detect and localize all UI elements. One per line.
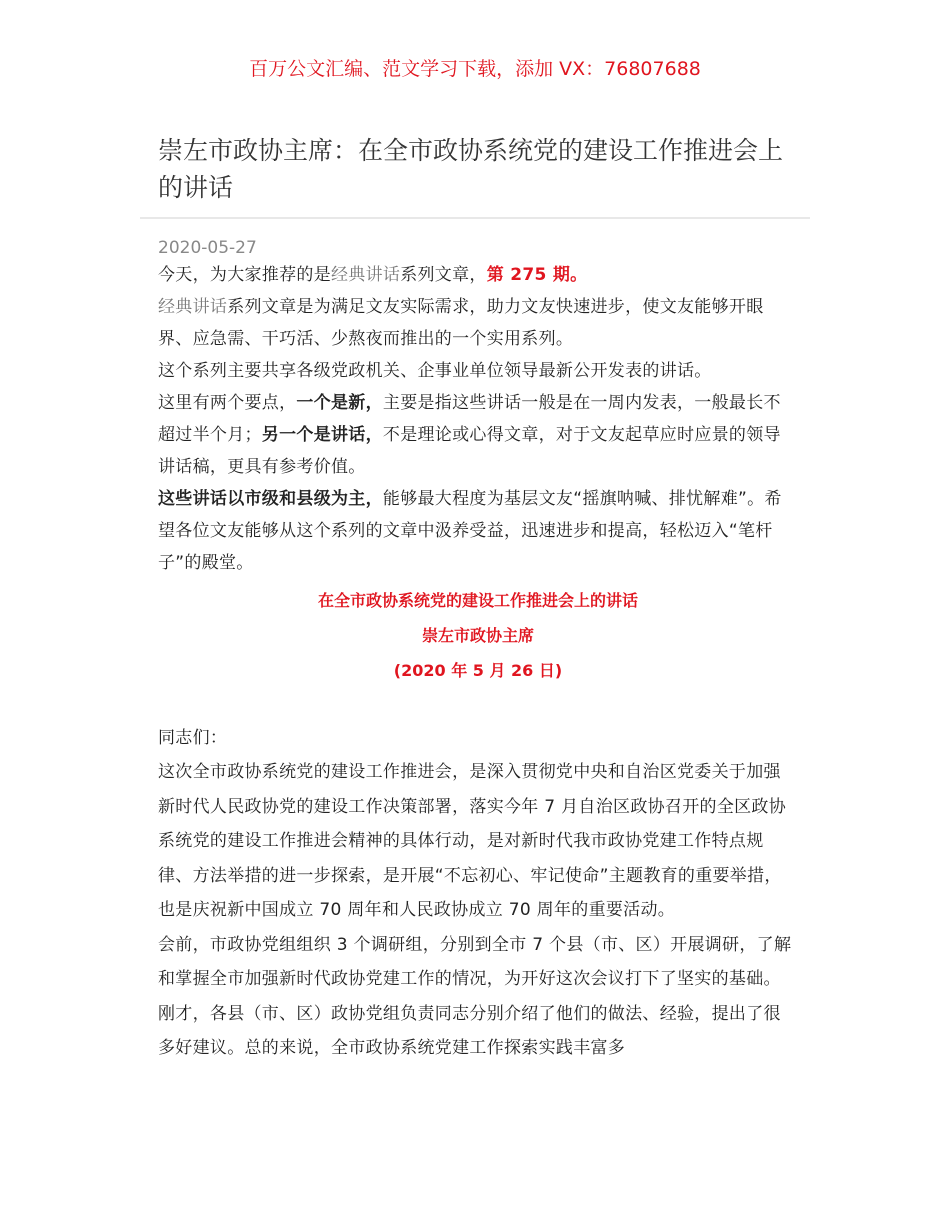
issue-number: 第 275 期。 — [486, 265, 588, 285]
intro-paragraph-4 — [158, 387, 798, 483]
article-body — [140, 237, 810, 1066]
intro-paragraph-2 — [158, 291, 798, 355]
series-name: 经典讲话 — [158, 297, 228, 317]
emphasis-text: 这些讲话以市级和县级为主， — [158, 489, 383, 509]
speech-speaker: 崇左市政协主席 — [421, 626, 534, 645]
article — [140, 132, 810, 1066]
intro-text: 不是理论或心得文章，对于文友起草应时应景的领导讲话稿，更具有参考价值。 — [158, 425, 781, 477]
publish-date: 2020-05-27 — [158, 238, 257, 258]
series-name: 经典讲话 — [331, 265, 401, 285]
intro-paragraph-5 — [158, 483, 798, 579]
speech-date: (2020 年 5 月 26 日) — [393, 661, 563, 680]
key-point-1: 一个是新， — [296, 393, 383, 413]
intro-text: 能够最大程度为基层文友“摇旗呐喊、排忧解难”。希望各位文友能够从这个系列的文章中汲养受益，迅速进步和提高，轻松迈入“笔杆子”的殿堂。 — [158, 489, 782, 573]
article-title: 崇左市政协主席：在全市政协系统党的建设工作推进会上的讲话 — [158, 136, 784, 202]
intro-paragraph-1 — [158, 259, 798, 291]
intro-paragraph-3: 这个系列主要共享各级党政机关、企事业单位领导最新公开发表的讲话。 — [158, 361, 712, 381]
intro-text: 系列文章， — [400, 265, 487, 285]
intro-text: 系列文章是为满足文友实际需求，助力文友快速进步，使文友能够开眼界、应急需、干巧活、少熬夜而推出的一个实用系列。 — [158, 297, 764, 349]
speech-title: 在全市政协系统党的建设工作推进会上的讲话 — [317, 591, 638, 610]
speech-paragraph-1: 这次全市政协系统党的建设工作推进会，是深入贯彻党中央和自治区党委关于加强新时代人民政协党的建设工作决策部署，落实今年 7 月自治区政协召开的全区政协系统党的建设工作推进会精神的具体行动，是对新时代我市政协党建工作特点规律、方法举措的进一步探索，是开展“不忘初心、牢记使命”主题教育的重要举措，也是庆祝新中国成立 70 周年和人民政协成立 70 周年的重要活动。 — [158, 762, 787, 920]
promo-banner: 百万公文汇编、范文学习下载，添加 VX：76807688 — [249, 58, 701, 80]
intro-text: 主要是指这些讲话一般是在一周内发表，一般最长不超过半个月； — [158, 393, 781, 445]
title-divider — [140, 217, 810, 219]
key-point-2: 另一个是讲话， — [261, 425, 383, 445]
salutation: 同志们： — [158, 728, 228, 748]
intro-text: 今天，为大家推荐的是 — [158, 265, 331, 285]
speech-paragraph-2: 会前，市政协党组组织 3 个调研组，分别到全市 7 个县（市、区）开展调研，了解和掌握全市加强新时代政协党建工作的情况，为开好这次会议打下了坚实的基础。刚才，各县（市、区）政协党组负责同志分别介绍了他们的做法、经验，提出了很多好建议。总的来说，全市政协系统党建工作探索实践丰富多 — [158, 934, 792, 1058]
intro-text: 这里有两个要点， — [158, 393, 297, 413]
